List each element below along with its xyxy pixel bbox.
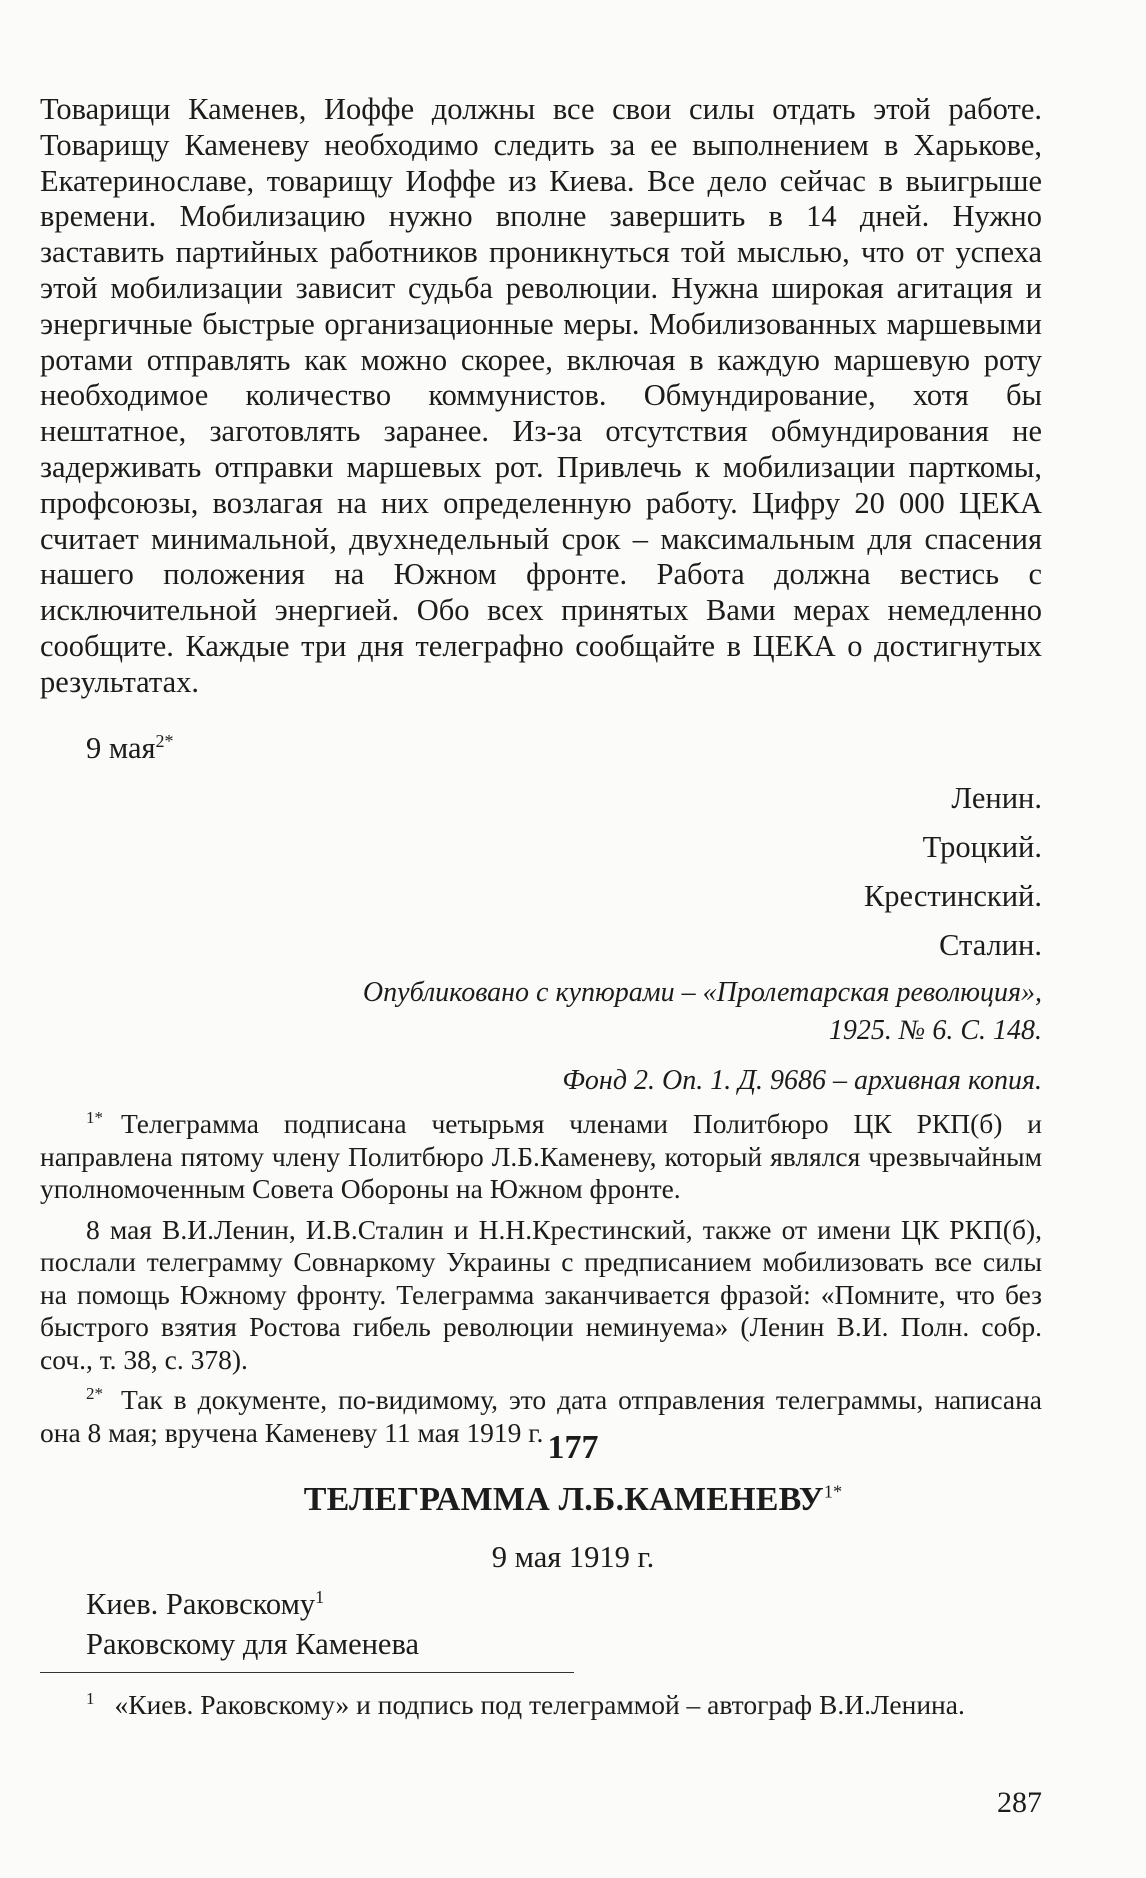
document-number: 177: [547, 1429, 599, 1466]
document-title-text: ТЕЛЕГРАММА Л.Б.КАМЕНЕВУ: [303, 1481, 824, 1518]
note-mark: 1*: [86, 1107, 103, 1127]
note-text: Телеграмма подписана четырьмя членами Политбюро ЦК РКП(б) и направлена пятому члену Политбюро Л.Б.Каменеву, который являлся чрезвычайным уполномоченным Совета Обороны на Южном фронте.: [40, 1108, 1042, 1204]
address-line-2: Раковскому для Каменева: [86, 1627, 419, 1661]
note-text: Так в документе, по-видимому, это дата отправления телеграммы, написана она 8 мая; вручена Каменеву 11 мая 1919 г.: [40, 1384, 1042, 1448]
footnote-mark: 1: [86, 1688, 95, 1708]
note-text: 8 мая В.И.Ленин, И.В.Сталин и Н.Н.Крестинский, также от имени ЦК РКП(б), послали телеграмму Совнаркому Украины с предписанием мобилизовать все силы на помощь Южному фронту. Телеграмма заканчивается фразой: «Помните, что без быстрого взятия Ростова гибель революции неминуема» (Ленин В.И. Полн. собр. соч., т. 38, с. 378).: [40, 1213, 1042, 1375]
footnote-text: «Киев. Раковскому» и подпись под телеграммой – автограф В.И.Ленина.: [114, 1689, 965, 1720]
title-note-mark: 1*: [823, 1481, 843, 1502]
editorial-notes: [40, 1108, 1042, 1457]
date-text: 9 мая: [86, 731, 156, 765]
footnote: [40, 1688, 1042, 1722]
address-line-1-text: Киев. Раковскому: [86, 1587, 316, 1621]
document-title: [0, 1480, 1146, 1520]
address-line-1: [86, 1587, 324, 1621]
signature-krestinsky: Крестинский.: [863, 879, 1042, 913]
document-date: 9 мая 1919 г.: [491, 1540, 655, 1574]
archive-citation: Фонд 2. Оп. 1. Д. 9686 – архивная копия.: [562, 1065, 1042, 1096]
publication-citation-line-1: Опубликовано с купюрами – «Пролетарская революция»,: [362, 977, 1042, 1008]
telegram-body-text: [40, 92, 1042, 701]
publication-citation-line-2: 1925. № 6. С. 148.: [828, 1015, 1042, 1046]
address-note-mark: 1: [315, 1586, 325, 1607]
footnote-divider: [40, 1672, 574, 1673]
page-number: 287: [997, 1786, 1042, 1819]
footnote-item: [40, 1688, 1042, 1722]
note-item: [40, 1214, 1042, 1377]
signature-lenin: Ленин.: [951, 781, 1042, 815]
note-item: [40, 1108, 1042, 1206]
signature-trotsky: Троцкий.: [922, 830, 1042, 864]
signature-stalin: Сталин.: [939, 928, 1042, 962]
telegram-date-line: [86, 731, 1088, 765]
body-paragraph: Товарищи Каменев, Иоффе должны все свои силы отдать этой работе. Товарищу Каменеву необходимо следить за ее выполнением в Харькове, Екатеринославе, товарищу Иоффе из Киева. Все дело сейчас в выигрыше времени. Мобилизацию нужно вполне завершить в 14 дней. Нужно заставить партийных работников проникнуться той мыслью, что от успеха этой мобилизации зависит судьба революции. Нужна широкая агитация и энергичные быстрые организационные меры. Мобилизованных маршевыми ротами отправлять как можно скорее, включая в каждую маршевую роту необходимое количество коммунистов. Обмундирование, хотя бы нештатное, заготовлять заранее. Из-за отсутствия обмундирования не задерживать отправки маршевых рот. Привлечь к мобилизации парткомы, профсоюзы, возлагая на них определенную работу. Цифру 20 000 ЦЕКА считает минимальной, двухнедельный срок – максимальным для спасения нашего положения на Южном фронте. Работа должна вестись с исключительной энергией. Обо всех принятых Вами мерах немедленно сообщите. Каждые три дня телеграфно сообщайте в ЦЕКА о достигнутых результатах.: [40, 92, 1042, 699]
note-mark: 2*: [86, 1383, 103, 1403]
date-note-mark: 2*: [155, 730, 174, 751]
